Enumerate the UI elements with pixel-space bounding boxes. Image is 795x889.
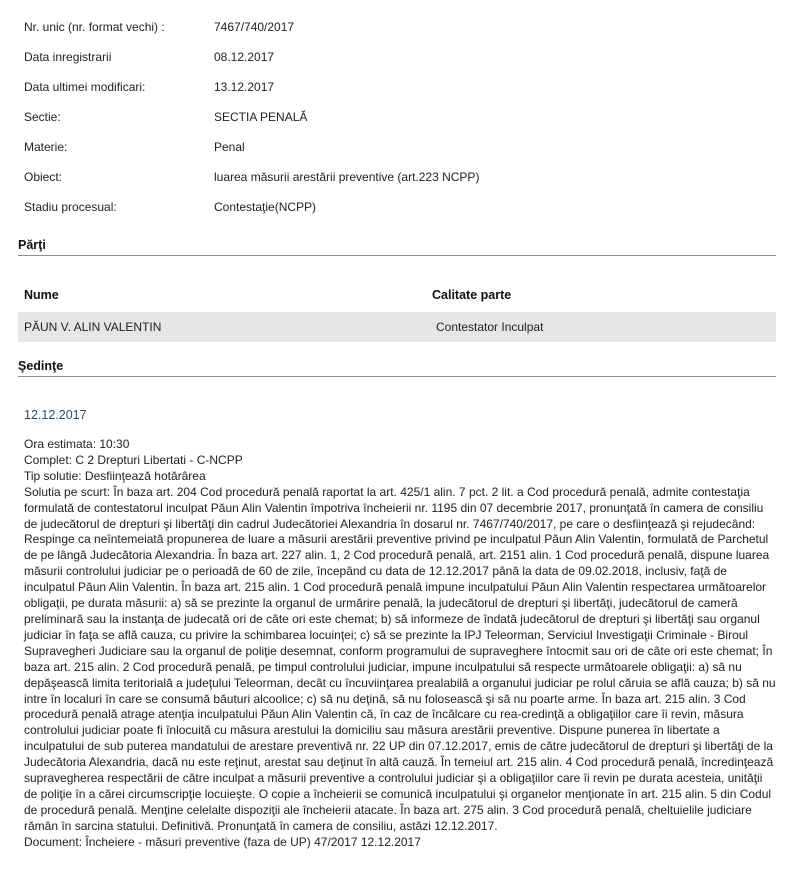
hearing-time: Ora estimata: 10:30 [24, 437, 130, 451]
party-name: PĂUN V. ALIN VALENTIN [24, 320, 162, 334]
info-label: Obiect: [24, 170, 63, 184]
info-row-stadiu-procesual [24, 198, 784, 216]
info-value: 7467/740/2017 [214, 20, 295, 34]
solution-summary: Solutia pe scurt: În baza art. 204 Cod procedură penală raportat la art. 425/1 alin. 7 pct. 2 lit. a Cod procedură penală, admite contestaţia formulată de contestatorul inculpat Păun Alin Valentin împotriva încheierii nr. 1195 din 07 decembrie 2017, pronunţată în camera de consiliu de judecătorul de drepturi şi libertăţi din cadrul Judecătoriei Alexandria în dosarul nr. 7467/740/2017, pe care o desfiinţează şi rejudecând: Respinge ca neîntemeiată propunerea de luare a măsurii arestării preventive privind pe inculpatul Păun Alin Valentin, formulată de Parchetul de pe lângă Judecătoria Alexandria. În baza art. 227 alin. 1, 2 Cod procedură penală, art. 2151 alin. 1 Cod procedură penală, dispune luarea măsurii controlului judiciar pe o perioadă de 60 de zile, începând cu data de 12.12.2017 până la data de 09.02.2018, inclusiv, faţă de inculpatul Păun Alin Valentin. În baza art. 215 alin. 1 Cod procedură penală impune inculpatului Păun Alin Valentin respectarea următoarelor obligaţii, pe durata măsurii: a) să se prezinte la organul de urmărire penală, la judecătorul de drepturi şi libertăţi, judecătorul de cameră preliminară sau la instanţa de judecată ori de câte ori este chemat; b) să informeze de îndată judecătorul de drepturi şi libertăţi sau organul judiciar în faţa se află cauza, cu privire la schimbarea locuinţei; c) să se prezinte la IPJ Teleorman, Serviciul Investigaţii Criminale - Biroul Supravegheri Judiciare sau la organul de poliţie desemnat, conform programului de supraveghere întocmit sau ori de câte ori este chemat; În baza art. 215 alin. 2 Cod procedură penală, pe timpul controlului judiciar, impune inculpatului să respecte următoarele obligaţii: a) să nu depăşească limita teritorială a judeţului Teleorman, decât cu încuviinţarea prealabilă a organului judiciar pe rolul căruia se află cauza; b) să nu intre în localuri în care se consumă băuturi alcoolice; c) să nu deţină, să nu folosească şi să nu poarte arme. În baza art. 215 alin. 3 Cod procedură penală atrage atenţia inculpatului Păun Alin Valentin că, în caz de încălcare cu rea-credinţă a obligaţiilor care îi revin, măsura controlului judiciar poate fi înlocuită cu măsura arestului la domiciliu sau măsura arestării preventive. Dispune punerea în libertate a inculpatului de sub puterea mandatului de arestare preventivă nr. 22 UP din 07.12.2017, emis de către judecătorul de drepturi şi libertăţi de la Judecătoria Alexandria, dacă nu este reţinut, arestat sau deţinut în altă cauză. În temeiul art. 215 alin. 4 Cod procedură penală, încredinţează supravegherea respectării de către inculpat a măsurii preventive a controlului judiciar şi a obligaţiilor care îi revin pe durata acesteia, unităţii de poliţie în a cărei circumscripţie locuieşte. O copie a încheierii se comunică inculpatului şi organelor menţionate în art. 215 alin. 5 din Codul de procedură penală. Menţine celelalte dispoziţii ale încheierii atacate. În baza art. 275 alin. 3 Cod procedură penală, cheltuielile judiciare rămân în sarcina statului. Definitivă. Pronunţată în camera de consiliu, astăzi 12.12.2017. [24, 484, 776, 833]
column-header-name: Nume [24, 288, 59, 302]
info-row-sectie [24, 108, 784, 126]
info-label: Sectie: [24, 110, 61, 124]
info-row-obiect [24, 168, 784, 186]
info-label: Materie: [24, 140, 68, 154]
info-row-nr-unic [24, 18, 784, 36]
info-value: Contestaţie(NCPP) [214, 200, 317, 214]
info-value: 08.12.2017 [214, 50, 275, 64]
hearing-date: 12.12.2017 [24, 408, 87, 422]
info-value: SECTIA PENALĂ [214, 110, 308, 124]
info-value: luarea măsurii arestării preventive (art.223 NCPP) [214, 170, 480, 184]
info-row-data-inregistrarii [24, 48, 784, 66]
info-value: 13.12.2017 [214, 80, 275, 94]
info-row-data-ultimei-modificari [24, 78, 784, 96]
hearing-document: Document: Încheiere - măsuri preventive (faza de UP) 47/2017 12.12.2017 [24, 834, 421, 849]
hearing-panel: Complet: C 2 Drepturi Libertati - C-NCPP [24, 452, 243, 467]
column-header-role: Calitate parte [432, 288, 512, 302]
info-value: Penal [214, 140, 245, 154]
parti-section-title: Părţi [18, 238, 776, 256]
info-row-materie [24, 138, 784, 156]
info-label: Data inregistrarii [24, 50, 112, 64]
parti-table-header [18, 288, 776, 306]
hearing-details [24, 437, 776, 851]
party-role: Contestator Inculpat [436, 320, 544, 334]
sedinte-section-title: Şedinţe [18, 359, 776, 377]
info-label: Stadiu procesual: [24, 200, 117, 214]
solution-type: Tip solutie: Desfiinţează hotărârea [24, 468, 206, 483]
info-label: Data ultimei modificari: [24, 80, 146, 94]
info-label: Nr. unic (nr. format vechi) : [24, 20, 165, 34]
table-row [18, 312, 776, 342]
